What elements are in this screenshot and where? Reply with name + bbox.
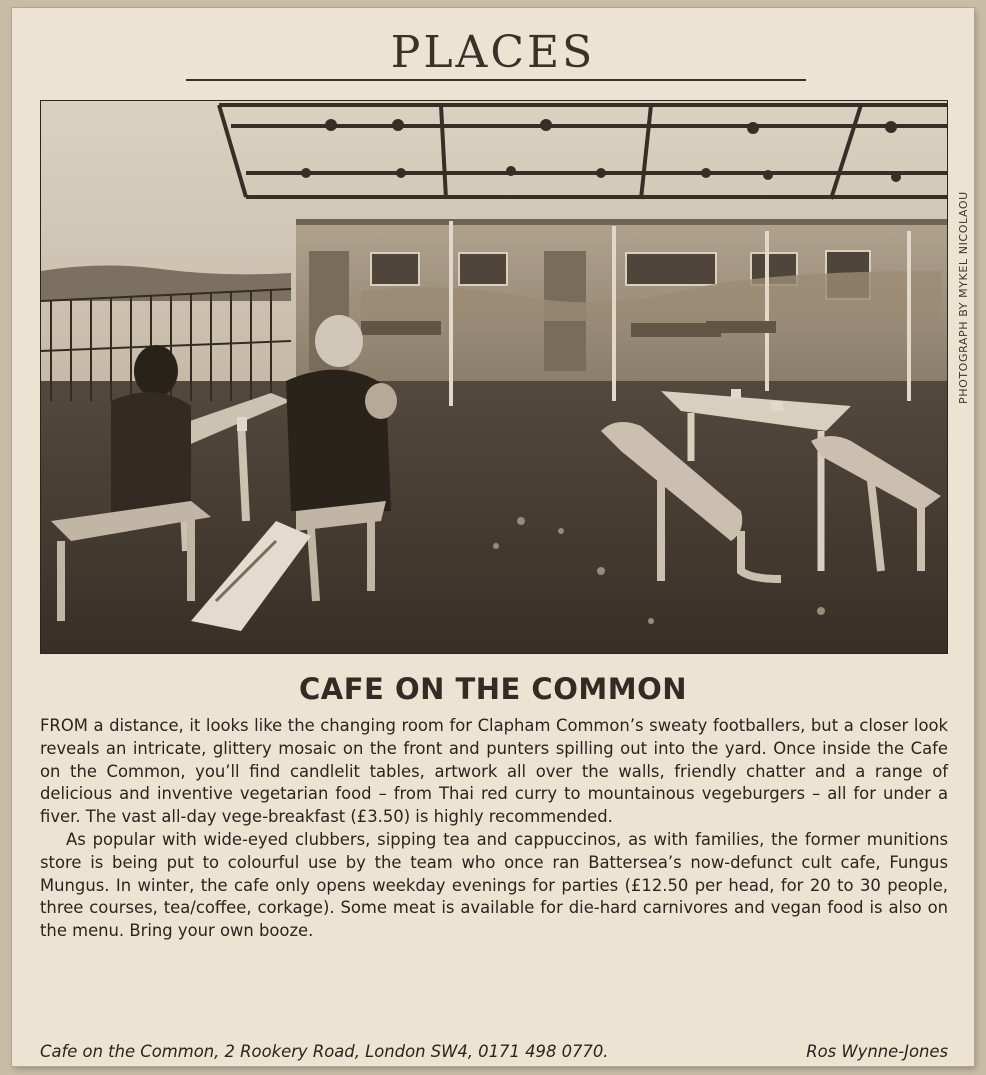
section-heading: PLACES (390, 27, 596, 78)
article-footer (40, 1040, 948, 1064)
article-paragraph: As popular with wide-eyed clubbers, sipping tea and cappuccinos, as with families, the former munitions store is being put to colourful use by the team who once ran Battersea’s now-defunct cult cafe, Fungus Mungus. In winter, the cafe only opens weekday evenings for parties (£12.50 per head, for 20 to 30 people, three courses, tea/coffee, corkage). Some meat is available for die-hard carnivores and vegan food is also on the menu. Bring your own booze. (40, 829, 948, 941)
author-byline: Ros Wynne-Jones (806, 1042, 948, 1061)
cafe-terrace-photo (40, 100, 948, 654)
article-headline: CAFE ON THE COMMON (299, 672, 687, 706)
heading-rule (186, 79, 806, 81)
article-paragraph: FROM a distance, it looks like the changing room for Clapham Common’s sweaty footballers, but a closer look reveals an intricate, glittery mosaic on the front and punters spilling out into the yard. Once inside the Cafe on the Common, you’ll find candlelit tables, artwork all over the walls, friendly chatter and a range of delicious and inventive vegetarian food – from Thai red curry to mountainous vegeburgers – all for under a fiver. The vast all-day vege-breakfast (£3.50) is highly recommended. (40, 716, 948, 827)
venue-address: Cafe on the Common, 2 Rookery Road, London SW4, 0171 498 0770. (40, 1042, 609, 1061)
photo-credit: PHOTOGRAPH BY MYKEL NICOLAOU (957, 191, 970, 404)
article-body (40, 715, 948, 943)
